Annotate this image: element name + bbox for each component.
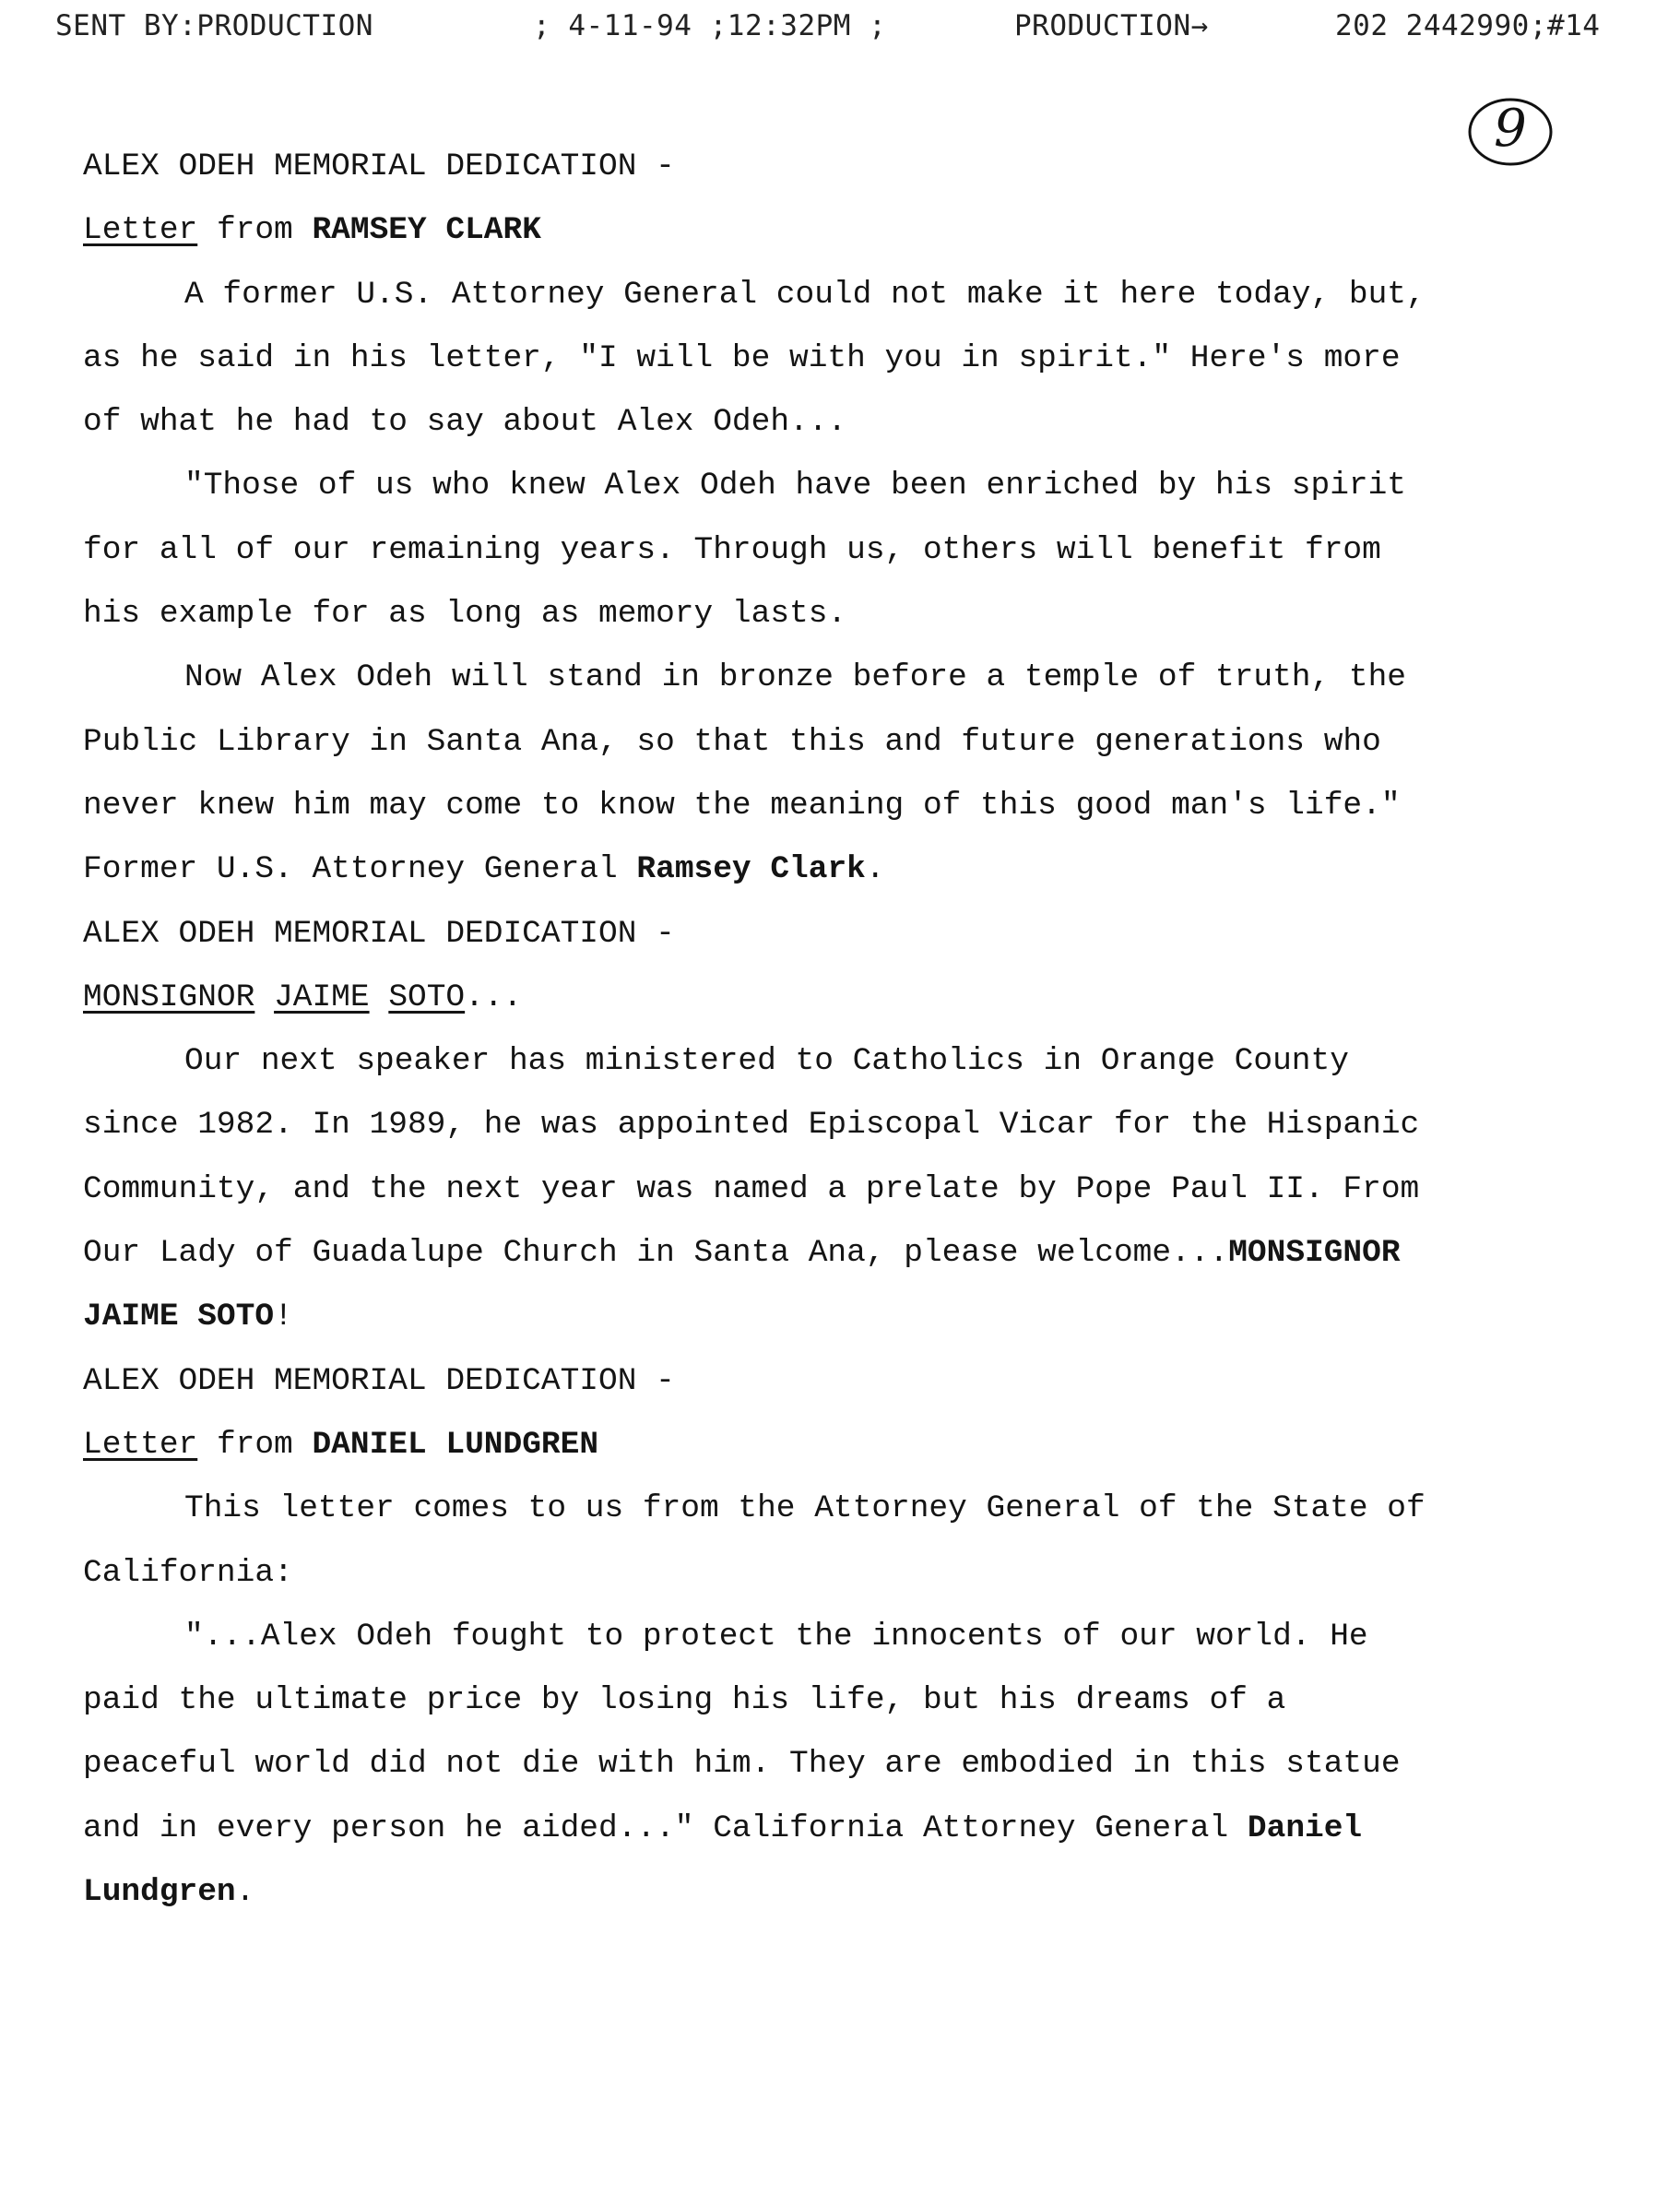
paragraph: "...Alex Odeh fought to protect the innocents of our world. He paid the ultimate price by losing his life, but his dreams of a peaceful world did not die with him. They are embodied in this statue and in every person he aided..." California Attorney General Daniel Lundgren. <box>83 1618 1401 1911</box>
page-number-text: 9 <box>1494 99 1527 159</box>
fax-number: 202 2442990;#14 <box>1335 9 1601 42</box>
fax-header <box>0 9 1680 50</box>
paragraph: Our next speaker has ministered to Catholics in Orange County since 1982. In 1989, he was appointed Episcopal Vicar for the Hispanic Community, and the next year was named a prelate by Pope Paul II. From Our Lady of Guadalupe Church in Santa Ana, please welcome...MONSIGNOR JAIME SOTO! <box>83 1043 1420 1335</box>
speaker-name: Daniel Lundgren <box>83 1809 1363 1911</box>
script-document <box>83 135 1448 1924</box>
speaker-name: Ramsey Clark <box>636 851 866 888</box>
subheading-name: DANIEL LUNDGREN <box>312 1426 599 1463</box>
speaker-name: MONSIGNOR JAIME SOTO <box>83 1235 1401 1335</box>
section-monsignor-soto <box>83 902 1448 1349</box>
paragraph: "Those of us who knew Alex Odeh have been enriched by his spirit for all of our remaining years. Through us, others will benefit from his example for as long as memory lasts. <box>83 468 1407 633</box>
section-ramsey-clark <box>83 135 1448 902</box>
fax-date-time: ; 4-11-94 ;12:32PM ; <box>533 9 887 42</box>
section-heading: ALEX ODEH MEMORIAL DEDICATION - <box>83 148 675 184</box>
section-heading: ALEX ODEH MEMORIAL DEDICATION - <box>83 915 675 952</box>
section-daniel-lundgren <box>83 1349 1448 1925</box>
section-subheading: Letter from DANIEL LUNDGREN <box>83 1426 599 1463</box>
paragraph: Now Alex Odeh will stand in bronze before a temple of truth, the Public Library in Santa Ana, so that this and future generations who never knew him may come to know the meaning of this good man's life." Former U.S. Attorney General Ramsey Clark. <box>83 659 1407 888</box>
paragraph: This letter comes to us from the Attorney General of the State of California: <box>83 1490 1426 1591</box>
section-subheading: MONSIGNOR JAIME SOTO... <box>83 979 523 1015</box>
section-subheading: Letter from RAMSEY CLARK <box>83 212 541 249</box>
section-heading: ALEX ODEH MEMORIAL DEDICATION - <box>83 1362 675 1399</box>
paragraph: A former U.S. Attorney General could not make it here today, but, as he said in his letter, "I will be with you in spirit." Here's more of what he had to say about Alex Odeh... <box>83 276 1426 441</box>
subheading-letter: Letter <box>83 212 198 249</box>
handwritten-page-number <box>1466 95 1555 169</box>
subheading-letter: Letter <box>83 1426 198 1463</box>
fax-sent-by: SENT BY:PRODUCTION <box>55 9 373 42</box>
subheading-name: RAMSEY CLARK <box>312 212 541 249</box>
fax-destination: PRODUCTION→ <box>1014 9 1209 42</box>
